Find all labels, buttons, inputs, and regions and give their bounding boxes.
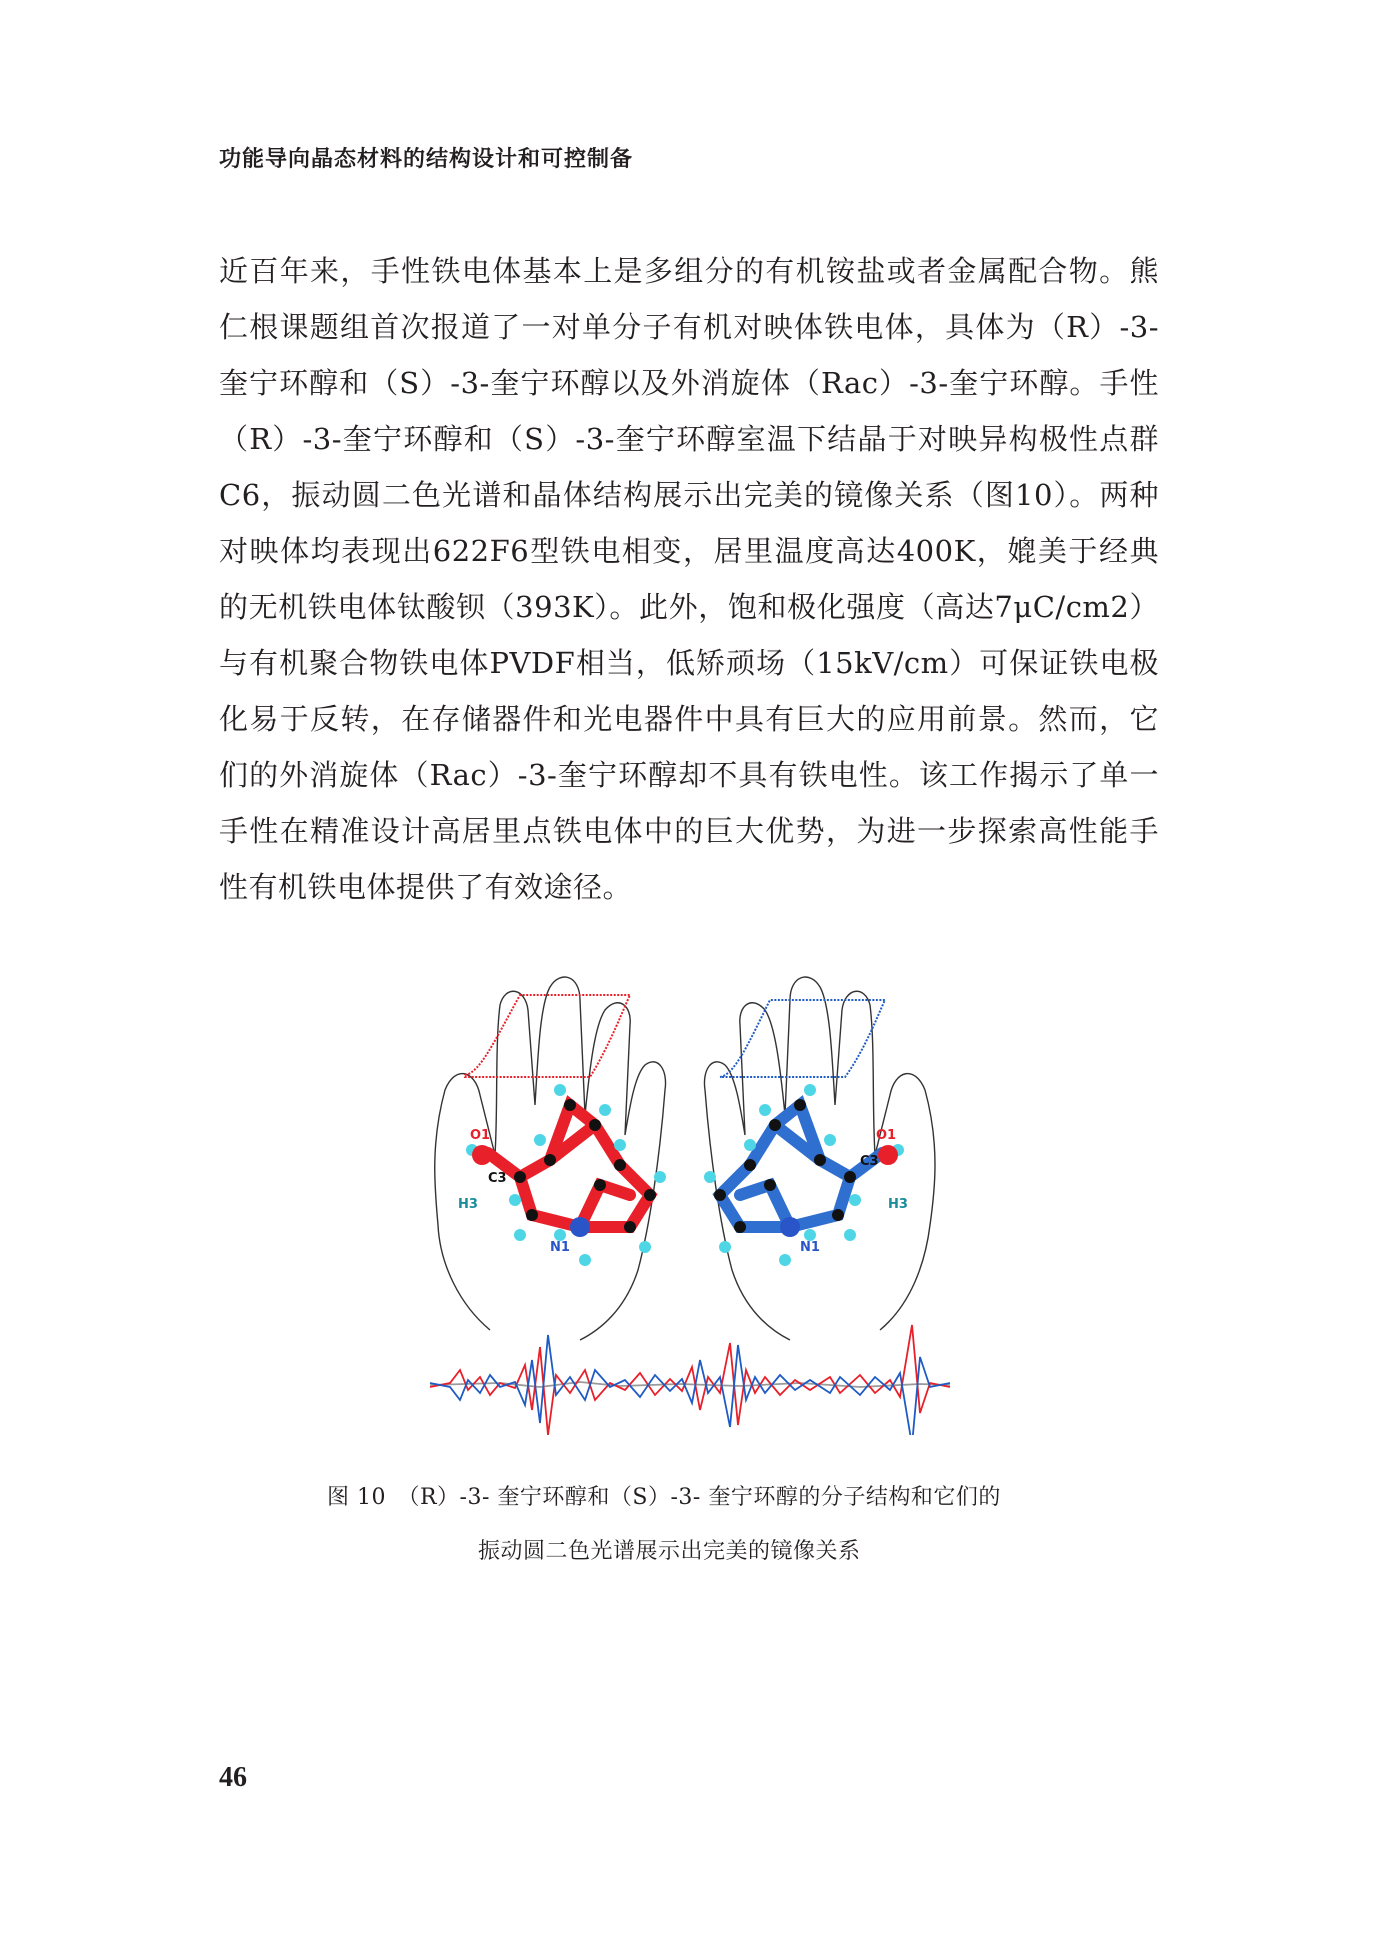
left-hysteresis-loop bbox=[465, 995, 630, 1077]
figure-10 bbox=[420, 965, 960, 1435]
label-n1-right: N1 bbox=[800, 1240, 820, 1255]
figure-caption-line-2: 振动圆二色光谱展示出完美的镜像关系 bbox=[478, 1539, 861, 1564]
right-hysteresis-loop bbox=[720, 1000, 885, 1077]
body-paragraph: 近百年来，手性铁电体基本上是多组分的有机铵盐或者金属配合物。熊仁根课题组首次报道了一对单分子有机对映体铁电体，具体为（R）-3-奎宁环醇和（S）-3-奎宁环醇以及外消旋体（Rac）-3-奎宁环醇。手性（R）-3-奎宁环醇和（S）-3-奎宁环醇室温下结晶于对映异构极性点群C6，振动圆二色光谱和晶体结构展示出完美的镜像关系（图10）。两种对映体均表现出622F6型铁电相变，居里温度高达400K，媲美于经典的无机铁电体钛酸钡（393K）。此外，饱和极化强度（高达7μC/cm2）与有机聚合物铁电体PVDF相当，低矫顽场（15kV/cm）可保证铁电极化易于反转，在存储器件和光电器件中具有巨大的应用前景。然而，它们的外消旋体（Rac）-3-奎宁环醇却不具有铁电性。该工作揭示了单一手性在精准设计高居里点铁电体中的巨大优势，为进一步探索高性能手性有机铁电体提供了有效途径。 bbox=[219, 254, 1159, 904]
figure-10-graphic bbox=[420, 965, 960, 1435]
page-number: 46 bbox=[219, 1762, 247, 1793]
running-header: 功能导向晶态材料的结构设计和可控制备 bbox=[219, 147, 634, 172]
label-h3-right: H3 bbox=[888, 1197, 908, 1212]
label-o1-right: O1 bbox=[876, 1128, 897, 1143]
label-h3-left: H3 bbox=[458, 1197, 478, 1212]
label-o1-left: O1 bbox=[470, 1128, 491, 1143]
label-c3-left: C3 bbox=[488, 1171, 507, 1186]
label-c3-right: C3 bbox=[860, 1154, 879, 1169]
figure-caption-line-1: 图 10 （R）-3- 奎宁环醇和（S）-3- 奎宁环醇的分子结构和它们的 bbox=[327, 1485, 1001, 1510]
label-n1-left: N1 bbox=[550, 1240, 570, 1255]
